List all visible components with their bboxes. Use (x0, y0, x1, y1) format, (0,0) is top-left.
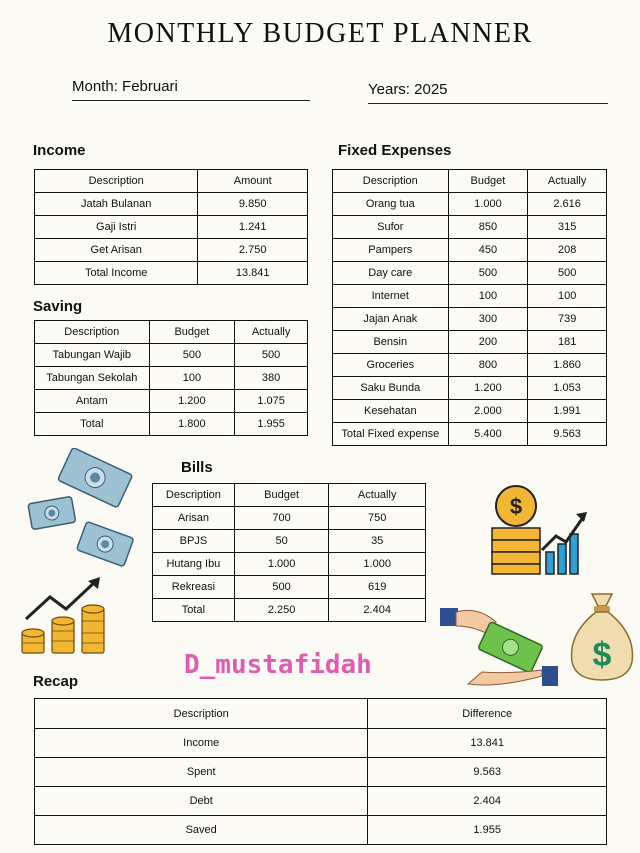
cell: 1.000 (448, 193, 528, 216)
cell: 380 (235, 367, 308, 390)
fixed-expenses-heading: Fixed Expenses (338, 142, 452, 159)
cell: 1.860 (528, 354, 607, 377)
cell: Total Fixed expense (333, 423, 449, 446)
cell: 700 (234, 507, 329, 530)
cell: Debt (35, 787, 368, 816)
header-cell: Description (333, 170, 449, 193)
cell: 2.000 (448, 400, 528, 423)
table-row (35, 413, 308, 436)
cell: 1.000 (329, 553, 426, 576)
recap-heading: Recap (33, 673, 79, 690)
cell: 9.563 (528, 423, 607, 446)
cell: Tabungan Sekolah (35, 367, 150, 390)
table-row (333, 331, 607, 354)
table-row (35, 729, 607, 758)
cell: Arisan (153, 507, 235, 530)
header-cell: Budget (149, 321, 235, 344)
table-row (333, 285, 607, 308)
cell: 500 (149, 344, 235, 367)
cell: 2.250 (234, 599, 329, 622)
cell: Day care (333, 262, 449, 285)
cell: Saved (35, 816, 368, 845)
money-bills-icon (24, 448, 136, 576)
cell: Jatah Bulanan (35, 193, 198, 216)
cell: 100 (528, 285, 607, 308)
cell: 500 (448, 262, 528, 285)
header-cell: Amount (198, 170, 308, 193)
cell: 1.955 (368, 816, 607, 845)
table-row (35, 193, 308, 216)
cell: 13.841 (368, 729, 607, 758)
cell: 208 (528, 239, 607, 262)
header-cell: Budget (448, 170, 528, 193)
cell: 800 (448, 354, 528, 377)
cell: 500 (528, 262, 607, 285)
table-row (35, 758, 607, 787)
header-cell: Actually (329, 484, 426, 507)
table-row (153, 576, 426, 599)
cell: Internet (333, 285, 449, 308)
cell: 9.563 (368, 758, 607, 787)
table-row (35, 262, 308, 285)
cell: 500 (235, 344, 308, 367)
table-row (35, 390, 308, 413)
cell: Antam (35, 390, 150, 413)
table-row (333, 216, 607, 239)
header-cell: Description (35, 321, 150, 344)
header-cell: Budget (234, 484, 329, 507)
cell: 1.800 (149, 413, 235, 436)
cell: Hutang Ibu (153, 553, 235, 576)
income-table (34, 169, 308, 285)
cell: 2.404 (368, 787, 607, 816)
header-cell: Description (35, 170, 198, 193)
table-header (333, 170, 607, 193)
table-row (35, 239, 308, 262)
header-cell: Description (35, 699, 368, 729)
table-row (35, 344, 308, 367)
table-row (333, 400, 607, 423)
cell: 619 (329, 576, 426, 599)
coins-growth-icon (20, 575, 112, 657)
cell: 2.750 (198, 239, 308, 262)
cell: 100 (448, 285, 528, 308)
month-value: Februari (122, 78, 178, 95)
table-row (35, 816, 607, 845)
table-row (153, 530, 426, 553)
cell: 300 (448, 308, 528, 331)
cell: 1.991 (528, 400, 607, 423)
years-label: Years: (368, 81, 410, 98)
cell: 50 (234, 530, 329, 553)
table-row (35, 787, 607, 816)
income-heading: Income (33, 142, 86, 159)
cell: Sufor (333, 216, 449, 239)
cell: 35 (329, 530, 426, 553)
bills-heading: Bills (181, 459, 213, 476)
years-value: 2025 (414, 81, 448, 98)
cell: 739 (528, 308, 607, 331)
signature: D_mustafidah (184, 650, 372, 680)
cell: Spent (35, 758, 368, 787)
cell: 450 (448, 239, 528, 262)
table-row (333, 377, 607, 400)
saving-heading: Saving (33, 298, 83, 315)
table-row (333, 193, 607, 216)
cell: Gaji Istri (35, 216, 198, 239)
table-row (333, 423, 607, 446)
recap-table (34, 698, 607, 845)
cell: 500 (234, 576, 329, 599)
month-label: Month: (72, 78, 118, 95)
cell: 13.841 (198, 262, 308, 285)
cell: Rekreasi (153, 576, 235, 599)
cell: 1.241 (198, 216, 308, 239)
cell: Total (153, 599, 235, 622)
table-row (153, 507, 426, 530)
table-header (35, 170, 308, 193)
table-row (333, 308, 607, 331)
table-header (35, 699, 607, 729)
cell: Bensin (333, 331, 449, 354)
header-cell: Actually (235, 321, 308, 344)
cell: Groceries (333, 354, 449, 377)
cell: Total (35, 413, 150, 436)
cell: 1.200 (149, 390, 235, 413)
table-row (35, 367, 308, 390)
cell: 1.000 (234, 553, 329, 576)
header-cell: Difference (368, 699, 607, 729)
money-bag-icon (566, 590, 638, 682)
hands-money-icon (438, 600, 560, 692)
cell: Kesehatan (333, 400, 449, 423)
header-cell: Description (153, 484, 235, 507)
cell: 5.400 (448, 423, 528, 446)
cell: 1.053 (528, 377, 607, 400)
table-row (333, 354, 607, 377)
table-header (153, 484, 426, 507)
cell: Orang tua (333, 193, 449, 216)
table-row (153, 599, 426, 622)
cell: 850 (448, 216, 528, 239)
cell: 1.200 (448, 377, 528, 400)
cell: 1.075 (235, 390, 308, 413)
cell: 200 (448, 331, 528, 354)
header-cell: Actually (528, 170, 607, 193)
cell: 315 (528, 216, 607, 239)
cell: 181 (528, 331, 607, 354)
bills-table (152, 483, 426, 622)
saving-table (34, 320, 308, 436)
cell: 1.955 (235, 413, 308, 436)
cell: 2.404 (329, 599, 426, 622)
table-row (333, 239, 607, 262)
cell: Tabungan Wajib (35, 344, 150, 367)
cell: Saku Bunda (333, 377, 449, 400)
cell: 750 (329, 507, 426, 530)
cell: Total Income (35, 262, 198, 285)
cell: 100 (149, 367, 235, 390)
cell: 2.616 (528, 193, 607, 216)
fixed-expenses-table (332, 169, 607, 446)
table-row (35, 216, 308, 239)
svg-text:$: $ (509, 494, 523, 519)
cell: Income (35, 729, 368, 758)
coin-bars-chart-icon (490, 484, 590, 576)
years-field (368, 81, 608, 98)
cell: Pampers (333, 239, 449, 262)
cell: 9.850 (198, 193, 308, 216)
cell: Get Arisan (35, 239, 198, 262)
table-row (153, 553, 426, 576)
table-row (333, 262, 607, 285)
table-header (35, 321, 308, 344)
svg-text:$: $ (592, 636, 612, 674)
month-field (72, 78, 310, 95)
page-title: MONTHLY BUDGET PLANNER (107, 18, 533, 49)
cell: Jajan Anak (333, 308, 449, 331)
cell: BPJS (153, 530, 235, 553)
